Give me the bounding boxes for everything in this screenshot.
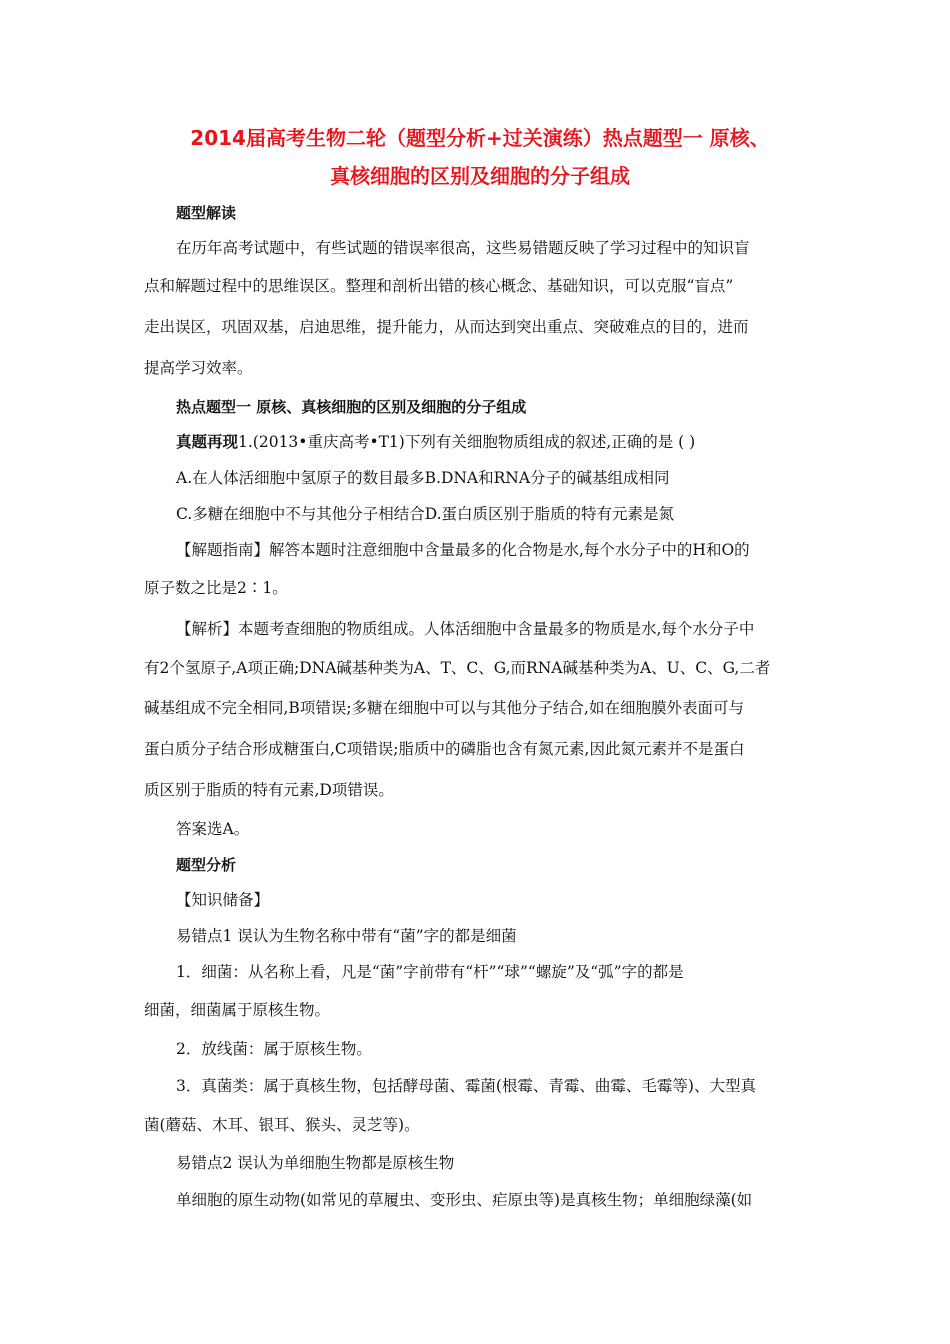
error-point-item: 1．细菌：从名称上看，凡是“菌”字前带有“杆”“球”“螺旋”及“弧”字的都是 — [176, 963, 684, 981]
guide-line: 【解题指南】解答本题时注意细胞中含量最多的化合物是水,每个水分子中的H和O的 — [176, 541, 750, 559]
option-line: A.在人体活细胞中氢原子的数目最多B.DNA和RNA分子的碱基组成相同 — [176, 469, 670, 487]
guide-line: 原子数之比是2∶1。 — [144, 579, 288, 597]
error-point-title: 易错点1 误认为生物名称中带有“菌”字的都是细菌 — [176, 927, 517, 945]
paragraph-line: 在历年高考试题中，有些试题的错误率很高，这些易错题反映了学习过程中的知识盲 — [176, 239, 750, 257]
error-point-item: 菌(蘑菇、木耳、银耳、猴头、灵芝等)。 — [144, 1116, 420, 1134]
analysis-line: 有2个氢原子,A项正确;DNA碱基种类为A、T、C、G,而RNA碱基种类为A、U、C、G,二者 — [144, 659, 771, 677]
section-heading-interpretation: 题型解读 — [176, 204, 237, 222]
answer-line: 答案选A。 — [176, 820, 250, 838]
analysis-line: 【解析】本题考查细胞的物质组成。人体活细胞中含量最多的物质是水,每个水分子中 — [176, 620, 755, 638]
error-point-text: 单细胞的原生动物(如常见的草履虫、变形虫、疟原虫等)是真核生物；单细胞绿藻(如 — [176, 1191, 753, 1209]
question-label: 真题再现 — [176, 433, 239, 451]
error-point-title: 易错点2 误认为单细胞生物都是原核生物 — [176, 1154, 455, 1172]
analysis-line: 质区别于脂质的特有元素,D项错误。 — [144, 781, 394, 799]
analysis-line: 蛋白质分子结合形成糖蛋白,C项错误;脂质中的磷脂也含有氮元素,因此氮元素并不是蛋白 — [144, 740, 745, 758]
error-point-item: 2．放线菌：属于原核生物。 — [176, 1040, 372, 1058]
paragraph-line: 提高学习效率。 — [144, 359, 253, 377]
knowledge-label: 【知识储备】 — [176, 891, 270, 909]
document-title-line-2: 真核细胞的区别及细胞的分子组成 — [330, 164, 630, 188]
paragraph-line: 走出误区，巩固双基，启迪思维，提升能力，从而达到突出重点、突破难点的目的，进而 — [144, 318, 749, 336]
section-heading-hot-topic: 热点题型一 原核、真核细胞的区别及细胞的分子组成 — [176, 398, 527, 416]
error-point-item: 细菌，细菌属于原核生物。 — [144, 1001, 331, 1019]
document-title-line-1: 2014届高考生物二轮（题型分析+过关演练）热点题型一 原核、 — [190, 126, 770, 150]
analysis-line: 碱基组成不完全相同,B项错误;多糖在细胞中可以与其他分子结合,如在细胞膜外表面可与 — [144, 699, 744, 717]
question-text: 1.(2013•重庆高考•T1)下列有关细胞物质组成的叙述,正确的是 ( ) — [238, 433, 696, 451]
paragraph-line: 点和解题过程中的思维误区。整理和剖析出错的核心概念、基础知识，可以克服“盲点” — [144, 277, 734, 295]
option-line: C.多糖在细胞中不与其他分子相结合D.蛋白质区别于脂质的特有元素是氮 — [176, 505, 675, 523]
error-point-item: 3．真菌类：属于真核生物，包括酵母菌、霉菌(根霉、青霉、曲霉、毛霉等)、大型真 — [176, 1077, 756, 1095]
section-heading-analysis: 题型分析 — [176, 856, 237, 874]
question-line — [176, 432, 695, 452]
